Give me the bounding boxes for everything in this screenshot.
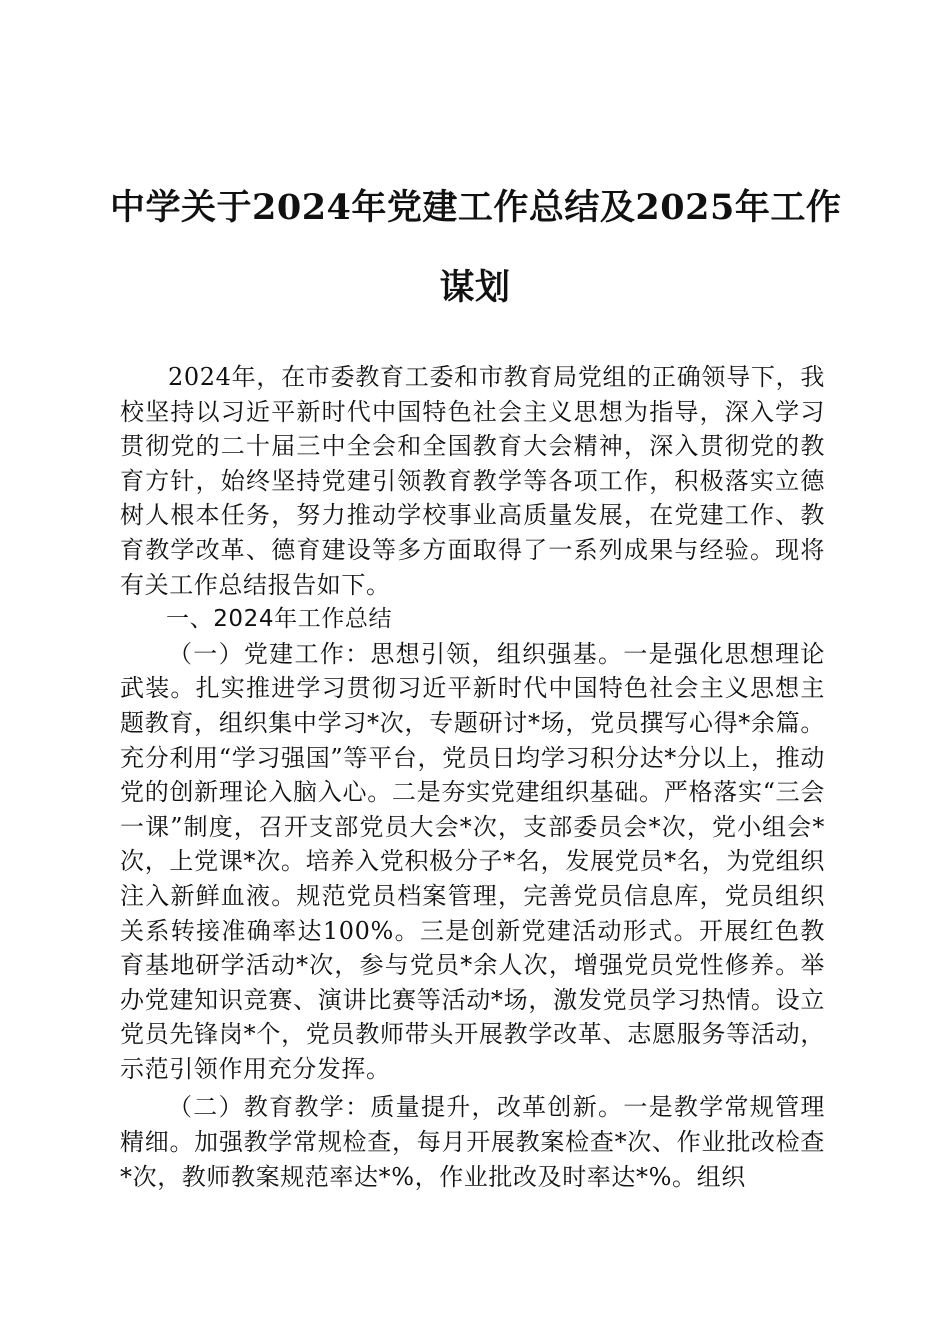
document-body — [120, 360, 825, 1194]
party-building-paragraph: （一）党建工作：思想引领，组织强基。一是强化思想理论武装。扎实推进学习贯彻习近平新时代中国特色社会主义思想主题教育，组织集中学习*次，专题研讨*场，党员撰写心得*余篇。充分利用“学习强国”等平台，党员日均学习积分达*分以上，推动党的创新理论入脑入心。二是夯实党建组织基础。严格落实“三会一课”制度，召开支部党员大会*次，支部委员会*次，党小组会*次，上党课*次。培养入党积极分子*名，发展党员*名，为党组织注入新鲜血液。规范党员档案管理，完善党员信息库，党员组织关系转接准确率达100%。三是创新党建活动形式。开展红色教育基地研学活动*次，参与党员*余人次，增强党员党性修养。举办党建知识竞赛、演讲比赛等活动*场，激发党员学习热情。设立党员先锋岗*个，党员教师带头开展教学改革、志愿服务等活动，示范引领作用充分发挥。 — [120, 639, 825, 1083]
education-teaching-paragraph: （二）教育教学：质量提升，改革创新。一是教学常规管理精细。加强教学常规检查，每月开展教案检查*次、作业批改检查*次，教师教案规范率达*%，作业批改及时率达*%。组织 — [120, 1093, 825, 1191]
intro-paragraph: 2024年，在市委教育工委和市教育局党组的正确领导下，我校坚持以习近平新时代中国特色社会主义思想为指导，深入学习贯彻党的二十届三中全会和全国教育大会精神，深入贯彻党的教育方针，始终坚持党建引领教育教学等各项工作，积极落实立德树人根本任务，努力推动学校事业高质量发展，在党建工作、教育教学改革、德育建设等多方面取得了一系列成果与经验。现将有关工作总结报告如下。 — [120, 363, 825, 599]
title-line-2: 谋划 — [439, 267, 511, 308]
title-line-1: 中学关于2024年党建工作总结及2025年工作 — [110, 187, 842, 228]
document-title — [110, 168, 840, 328]
section-heading: 一、2024年工作总结 — [166, 606, 393, 633]
